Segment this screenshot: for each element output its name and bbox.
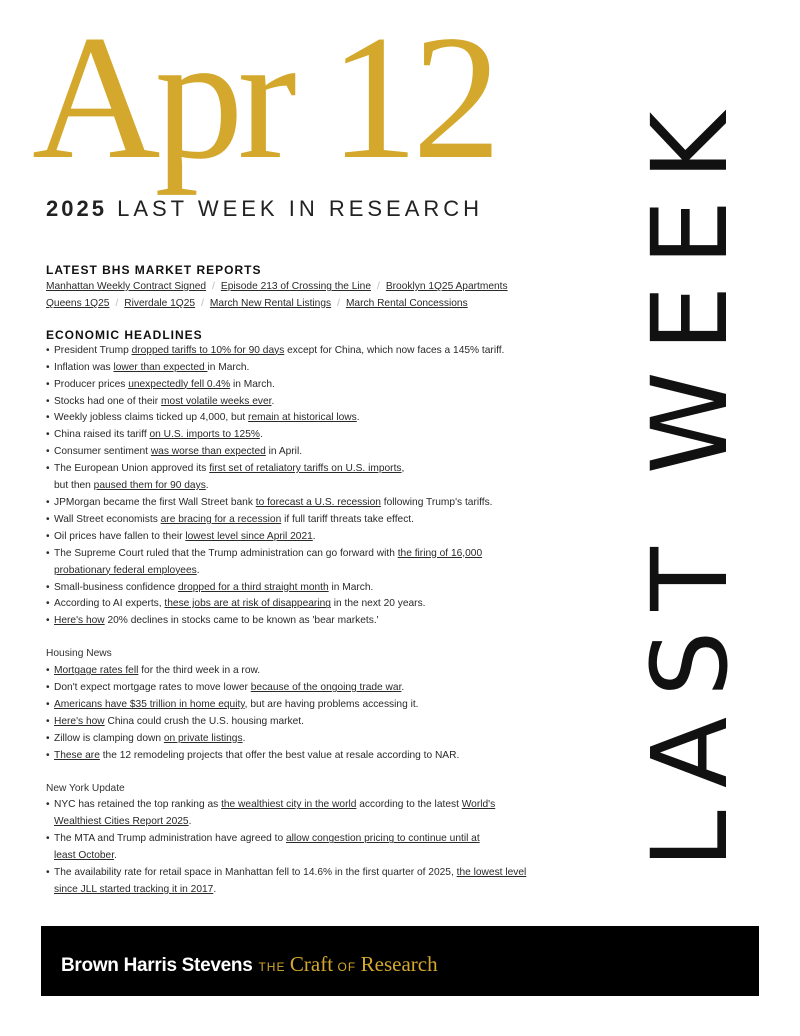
item-text: for the third week in a row.: [138, 665, 261, 677]
item-text: except for China, which now faces a 145% tariff.: [284, 344, 505, 356]
newyork-list: [46, 797, 606, 898]
list-item: [46, 663, 606, 680]
headline-link[interactable]: probationary federal employees: [54, 564, 197, 576]
item-text: in March.: [230, 378, 275, 390]
headline-link[interactable]: first set of retaliatory tariffs on U.S. imports: [209, 463, 402, 475]
list-item: [46, 613, 606, 630]
tagline-of: OF: [337, 960, 357, 974]
report-link-queens-1q25[interactable]: Queens 1Q25: [46, 297, 110, 309]
item-text: According to AI experts,: [54, 598, 165, 610]
headline-link[interactable]: paused them for 90 days: [93, 480, 206, 492]
list-item: [46, 596, 606, 613]
headline-link[interactable]: was worse than expected: [150, 446, 266, 458]
list-item: [46, 680, 606, 697]
item-text: .: [271, 395, 275, 407]
headline-link[interactable]: these jobs are at risk of disappearing: [164, 598, 331, 610]
report-link-brooklyn-1q25[interactable]: Brooklyn 1Q25 Apartments: [385, 281, 508, 292]
main-content: [46, 262, 606, 899]
list-item: [46, 427, 606, 444]
item-text: Stocks had one of their: [54, 395, 162, 407]
list-item: [46, 748, 606, 765]
item-text: the 12 remodeling projects that offer the best value at resale according to NAR.: [99, 749, 460, 761]
list-item: [46, 410, 606, 427]
headline-link[interactable]: most volatile weeks ever: [161, 395, 272, 407]
item-text: according to the latest: [356, 799, 462, 811]
report-link-riverdale-1q25[interactable]: Riverdale 1Q25: [124, 297, 196, 309]
item-text: .: [114, 850, 117, 862]
report-link-march-rental-concessions[interactable]: March Rental Concessions: [345, 297, 468, 309]
list-item: [46, 343, 606, 360]
report-link-episode-213[interactable]: Episode 213 of Crossing the Line: [220, 281, 372, 292]
item-text: if full tariff threats take effect.: [281, 513, 414, 525]
item-text: Don't expect mortgage rates to move lower: [54, 682, 251, 694]
headline-link[interactable]: to forecast a U.S. recession: [255, 496, 381, 508]
footer-banner: [41, 926, 759, 996]
item-text: The Supreme Court ruled that the Trump administration can go forward with: [54, 547, 398, 559]
item-text: .: [196, 564, 200, 576]
housing-list: [46, 663, 606, 764]
headline-link[interactable]: Here's how: [54, 615, 105, 627]
item-text: .: [242, 732, 246, 744]
list-item: [46, 797, 606, 831]
item-text: Zillow is clamping down: [54, 732, 164, 744]
item-text: JPMorgan became the first Wall Street bank: [54, 496, 256, 508]
vertical-title: LAST WEEK: [629, 91, 751, 869]
item-text: Producer prices: [54, 378, 129, 390]
subtitle-text: LAST WEEK IN RESEARCH: [117, 196, 484, 221]
headline-link[interactable]: unexpectedly fell 0.4%: [128, 378, 231, 390]
list-item: [46, 377, 606, 394]
item-text: , but are having problems accessing it.: [244, 698, 419, 710]
item-text: Wall Street economists: [54, 513, 161, 525]
headline-link[interactable]: the lowest level: [456, 867, 527, 879]
item-text: NYC has retained the top ranking as: [54, 799, 222, 811]
subtitle-year: 2025: [46, 196, 107, 221]
brand-name: Brown Harris Stevens: [61, 955, 253, 976]
date-title: Apr 12: [32, 0, 496, 196]
headline-link[interactable]: lowest level since April 2021: [185, 530, 313, 542]
list-item: [46, 461, 606, 495]
headline-link[interactable]: are bracing for a recession: [160, 513, 282, 525]
headline-link[interactable]: dropped tariffs to 10% for 90 days: [131, 344, 285, 356]
item-text: .: [312, 530, 316, 542]
item-text: 20% declines in stocks came to be known as 'bear markets.': [104, 615, 379, 627]
list-item: [46, 444, 606, 461]
economic-heading: ECONOMIC HEADLINES: [46, 327, 203, 342]
vertical-banner: [620, 60, 760, 900]
item-text: Small-business confidence: [54, 581, 179, 593]
item-text: .: [213, 884, 217, 895]
housing-heading: Housing News: [46, 648, 112, 660]
headline-link[interactable]: remain at historical lows: [248, 412, 357, 424]
item-text: China could crush the U.S. housing market.: [104, 715, 304, 727]
list-item: [46, 546, 606, 580]
headline-link[interactable]: because of the ongoing trade war: [250, 682, 402, 694]
separator: /: [115, 297, 119, 309]
headline-link[interactable]: World's: [461, 799, 496, 811]
reports-links: [46, 279, 606, 313]
item-text: .: [259, 429, 263, 441]
headline-link[interactable]: lower than expected: [113, 361, 208, 373]
reports-row-1: [46, 279, 606, 296]
headline-link[interactable]: Mortgage rates fell: [54, 665, 139, 677]
list-item: [46, 394, 606, 411]
headline-link[interactable]: on U.S. imports to 125%: [149, 429, 260, 441]
item-text: Weekly jobless claims ticked up 4,000, but: [54, 412, 249, 424]
reports-heading: LATEST BHS MARKET REPORTS: [46, 263, 262, 277]
list-item: [46, 360, 606, 377]
list-item: [46, 731, 606, 748]
item-text: Inflation was: [54, 361, 114, 373]
item-text: .: [188, 816, 192, 828]
list-item: [46, 697, 606, 714]
separator: /: [337, 297, 340, 309]
item-text: .: [401, 682, 405, 694]
tagline-the: THE: [258, 960, 286, 974]
list-item: [46, 831, 606, 865]
list-item: [46, 865, 606, 899]
headline-link[interactable]: allow congestion pricing to continue until at: [285, 833, 480, 845]
item-text: in March.: [328, 581, 374, 593]
economic-list: [46, 343, 606, 630]
item-text: in the next 20 years.: [330, 598, 426, 610]
footer-logo: [61, 952, 438, 977]
newyork-heading: New York Update: [46, 782, 125, 794]
item-text: ,: [401, 463, 405, 475]
item-text: in April.: [265, 446, 303, 458]
separator: /: [377, 281, 380, 292]
item-text: China raised its tariff: [54, 429, 150, 441]
headline-link[interactable]: since JLL started tracking it in 2017: [54, 884, 214, 895]
headline-link[interactable]: Americans have $35 trillion in home equity: [54, 698, 245, 710]
headline-link[interactable]: the wealthiest city in the world: [221, 799, 357, 811]
separator: /: [212, 281, 215, 292]
report-link-manhattan-weekly[interactable]: Manhattan Weekly Contract Signed: [46, 281, 207, 292]
item-text: following Trump's tariffs.: [380, 496, 493, 508]
separator: /: [201, 297, 204, 309]
headline-link[interactable]: dropped for a third straight month: [178, 581, 329, 593]
list-item: [46, 512, 606, 529]
item-text: Consumer sentiment: [54, 446, 151, 458]
item-text: but then: [54, 480, 94, 492]
item-text: The MTA and Trump administration have agreed to: [54, 833, 286, 845]
headline-link[interactable]: least October: [54, 850, 115, 862]
page-subtitle: [46, 196, 483, 222]
item-text: The European Union approved its: [54, 463, 210, 475]
item-text: The availability rate for retail space in Manhattan fell to 14.6% in the first quarter of 2025,: [54, 867, 457, 879]
list-item: [46, 714, 606, 731]
tagline-research: Research: [360, 952, 438, 976]
item-text: .: [205, 480, 209, 492]
headline-link[interactable]: Here's how: [54, 715, 105, 727]
report-link-march-new-rentals[interactable]: March New Rental Listings: [209, 297, 332, 309]
list-item: [46, 529, 606, 546]
headline-link[interactable]: Wealthiest Cities Report 2025: [54, 816, 189, 828]
list-item: [46, 580, 606, 597]
item-text: Oil prices have fallen to their: [54, 530, 186, 542]
headline-link[interactable]: on private listings: [163, 732, 243, 744]
item-text: in March.: [207, 361, 250, 373]
headline-link[interactable]: These are: [54, 749, 100, 761]
item-text: .: [356, 412, 360, 424]
reports-row-2: [46, 296, 606, 313]
list-item: [46, 495, 606, 512]
item-text: President Trump: [54, 344, 132, 356]
headline-link[interactable]: the firing of 16,000: [397, 547, 483, 559]
tagline-craft: Craft: [289, 952, 334, 976]
